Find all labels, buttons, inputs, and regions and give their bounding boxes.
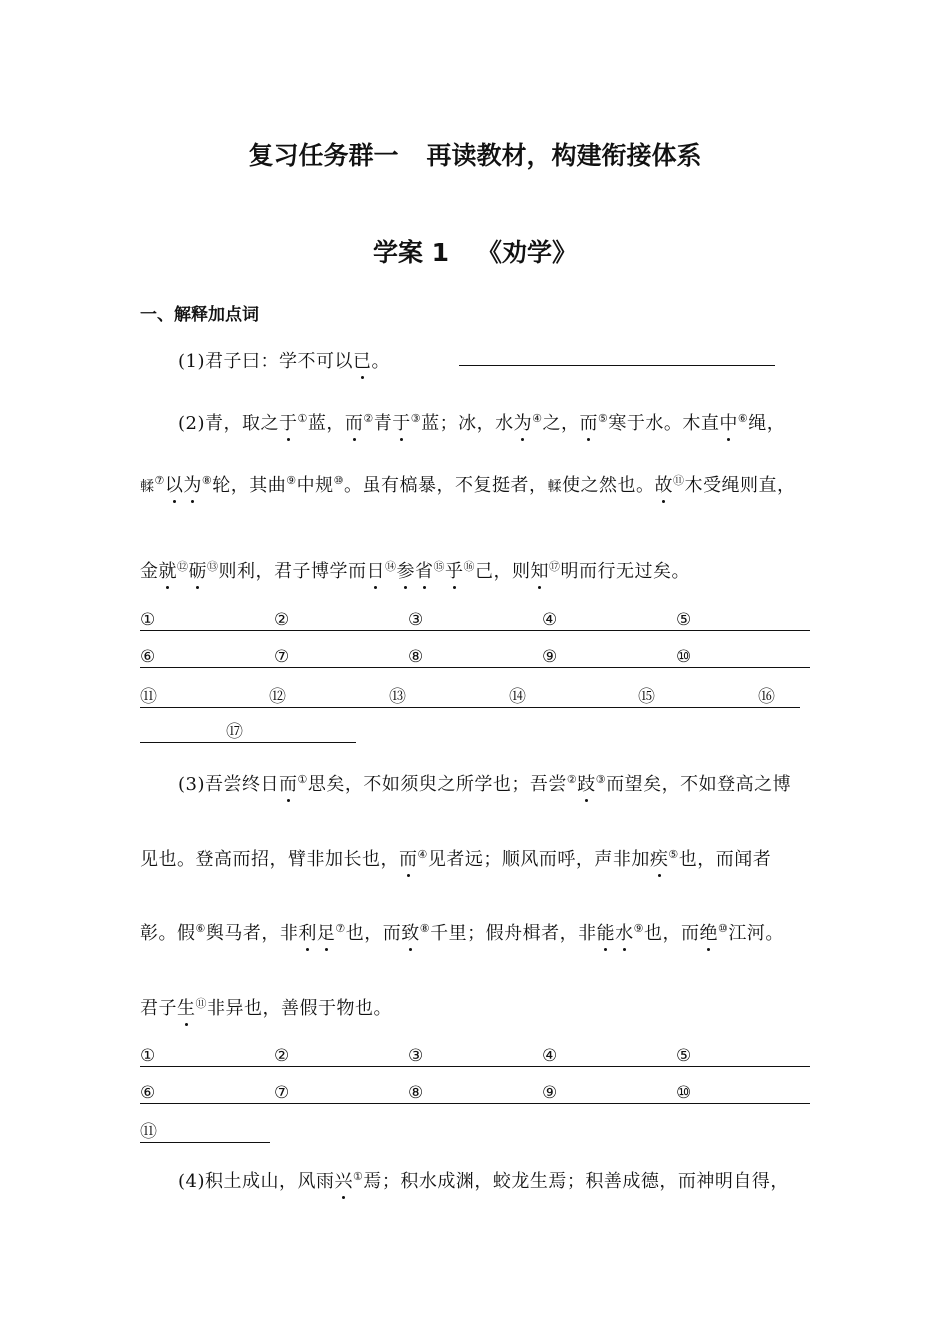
title-part2: 再读教材，构建衔接体系 [426, 141, 702, 170]
subtitle-part1: 学案 1 [372, 238, 450, 267]
q2-dotted-word: 乎 [445, 561, 464, 582]
q2-text: 蓝；冰，水 [421, 413, 514, 434]
q3-dotted-word: 足 [316, 923, 336, 944]
q3-marker: ⑤ [668, 848, 679, 861]
q2-text: 青 [373, 413, 393, 434]
q3-answer-row-2[interactable] [140, 1083, 810, 1104]
q3-text: 见者远；顺风而呼，声非加 [427, 849, 650, 870]
answer-label: ⑰ [226, 722, 243, 742]
q3-line-1 [178, 770, 791, 796]
q2-text: 使之然也。 [562, 475, 655, 496]
question-1 [178, 347, 390, 373]
q1-dotted-word: 已 [353, 351, 372, 372]
q3-dotted-word: 致 [401, 923, 420, 944]
q2-marker: ④ [532, 412, 543, 425]
q2-marker: ⑯ [463, 560, 475, 573]
q2-marker: ⑬ [207, 560, 219, 573]
answer-label: ⑩ [676, 1083, 692, 1103]
answer-label: ⑥ [140, 647, 156, 667]
q2-marker: ⑥ [737, 412, 749, 425]
q2-dotted-word: 为 [183, 475, 202, 496]
q2-line-1 [178, 409, 785, 435]
q3-text: 千里；假舟楫者，非 [430, 923, 597, 944]
q3-dotted-word: 跂 [577, 774, 596, 795]
q3-dotted-word: 水 [615, 923, 634, 944]
q3-text: (3)吾尝终日 [178, 774, 279, 795]
answer-label: ④ [542, 1046, 558, 1066]
q3-marker: ① [297, 773, 308, 786]
q2-dotted-word: 而 [579, 413, 598, 434]
q2-dotted-word: 省 [415, 561, 434, 582]
q2-dotted-word: 故 [654, 475, 673, 496]
q2-marker: ⑩ [333, 474, 344, 487]
answer-label: ⑨ [542, 647, 558, 667]
q3-dotted-word: 而 [399, 849, 418, 870]
answer-label: ⑥ [140, 1083, 156, 1103]
subtitle-part2: 《劝学》 [477, 238, 578, 267]
answer-label: ⑬ [389, 687, 406, 707]
answer-label: ⑨ [542, 1083, 558, 1103]
q2-line-2 [140, 471, 796, 497]
q3-dotted-word: 能 [596, 923, 616, 944]
q2-marker: ⑧ [201, 474, 213, 487]
q3-marker: ⑦ [335, 922, 346, 935]
q2-text: 绳， [748, 413, 786, 434]
q2-text: 木受绳则直， [684, 475, 796, 496]
q2-dotted-word: 于 [279, 413, 298, 434]
answer-label: ⑤ [676, 1046, 692, 1066]
answer-label: ⑧ [408, 647, 424, 667]
q3-marker: ③ [595, 773, 607, 786]
answer-label: ④ [542, 610, 558, 630]
answer-label: ⑪ [140, 687, 157, 707]
q2-dotted-word: 就 [158, 561, 177, 582]
q3-dotted-word: 利 [298, 923, 317, 944]
q2-text: 则利，君子博学而 [218, 561, 367, 582]
q2-marker: ⑦ [154, 474, 165, 487]
q2-dotted-word: 为 [513, 413, 533, 434]
answer-label: ⑪ [140, 1122, 157, 1142]
q2-text: (2)青，取之 [178, 413, 279, 434]
q2-text: 己，则 [475, 561, 531, 582]
q2-dotted-word: 砺 [188, 561, 207, 582]
q2-text: 中规 [296, 475, 334, 496]
q3-marker: ⑥ [195, 922, 206, 935]
q2-text: 蓝， [307, 413, 345, 434]
q1-text-end: 。 [371, 351, 390, 372]
q3-text: 也，而 [345, 923, 402, 944]
q4-text: (4)积土成山，风雨 [178, 1171, 335, 1192]
q2-marker: ⑫ [177, 560, 189, 573]
q3-marker: ⑪ [195, 997, 207, 1010]
q2-answer-row-3[interactable] [140, 687, 800, 708]
answer-label: ⑦ [274, 1083, 290, 1103]
q3-marker: ② [566, 773, 578, 786]
q2-dotted-word: 知 [530, 561, 549, 582]
answer-label: ③ [408, 1046, 424, 1066]
q3-answer-row-3[interactable] [140, 1122, 270, 1143]
q3-text: 见也。登高而招，臂非加长也， [140, 849, 399, 870]
q3-text: 舆马者，非 [205, 923, 299, 944]
q1-answer-blank[interactable] [459, 364, 775, 366]
answer-label: ⑩ [676, 647, 692, 667]
answer-label: ⑫ [269, 687, 286, 707]
q2-answer-row-1[interactable] [140, 610, 810, 631]
q2-dotted-word: 于 [392, 413, 411, 434]
q2-text: 輮 [547, 479, 562, 495]
q2-dotted-word: 以 [164, 475, 184, 496]
answer-label: ⑦ [274, 647, 290, 667]
q3-line-2 [140, 845, 771, 871]
q3-line-3 [140, 919, 784, 945]
q3-text: 君子 [140, 998, 177, 1019]
q2-text: 之， [542, 413, 580, 434]
q2-marker: ⑪ [673, 474, 685, 487]
answer-label: ⑮ [638, 687, 655, 707]
q3-text: 江河。 [728, 923, 784, 944]
q2-dotted-word: 参 [396, 561, 415, 582]
q4-line-1 [178, 1167, 789, 1193]
answer-label: ⑯ [758, 687, 775, 707]
q3-dotted-word: 而 [279, 774, 298, 795]
answer-label: ② [274, 610, 290, 630]
answer-label: ⑧ [408, 1083, 424, 1103]
q4-marker: ① [353, 1170, 364, 1183]
q3-marker: ⑩ [718, 922, 729, 935]
answer-label: ① [140, 610, 156, 630]
q3-line-4 [140, 994, 392, 1020]
page-subtitle [0, 233, 950, 269]
q2-line-3 [140, 557, 690, 583]
answer-label: ② [274, 1046, 290, 1066]
q3-text: 非异也，善假于物也。 [207, 998, 392, 1019]
answer-label: ① [140, 1046, 156, 1066]
answer-label: ⑭ [509, 687, 526, 707]
page-title [0, 136, 950, 172]
q2-dotted-word: 中 [719, 413, 738, 434]
q2-marker: ⑰ [549, 560, 561, 573]
q4-text: 焉；积水成渊，蛟龙生焉；积善成德，而神明自得， [363, 1171, 789, 1192]
q2-marker: ⑮ [433, 560, 445, 573]
q3-text: 也，而闻者 [678, 849, 772, 870]
q2-marker: ② [363, 412, 374, 425]
q2-text: 。虽有槁暴，不复挺者， [344, 475, 548, 496]
answer-label: ⑤ [676, 610, 692, 630]
q2-marker: ⑤ [598, 412, 609, 425]
q2-text: 金 [140, 561, 159, 582]
q2-text: 轮，其曲 [212, 475, 287, 496]
title-part1: 复习任务群一 [248, 141, 399, 170]
q3-answer-row-1[interactable] [140, 1046, 810, 1067]
q2-text: 輮 [140, 479, 155, 495]
q2-text: 明而行无过矣。 [560, 561, 690, 582]
q3-marker: ④ [417, 848, 428, 861]
answer-label: ③ [408, 610, 424, 630]
q2-marker: ⑨ [286, 474, 297, 487]
q3-text: 而望矣，不如登高之博 [606, 774, 792, 795]
q3-dotted-word: 生 [177, 998, 196, 1019]
q2-marker: ① [297, 412, 308, 425]
q2-marker: ③ [410, 412, 422, 425]
q2-text: 寒于水。木直 [608, 413, 720, 434]
section-heading: 一、解释加点词 [140, 305, 259, 325]
q4-dotted-word: 兴 [334, 1171, 353, 1192]
q3-text: 彰。假 [140, 923, 196, 944]
q3-dotted-word: 绝 [699, 923, 718, 944]
q3-text: 思矣，不如须臾之所学也；吾尝 [307, 774, 567, 795]
q3-dotted-word: 疾 [649, 849, 669, 870]
q2-marker: ⑭ [385, 560, 397, 573]
q2-dotted-word: 而 [344, 413, 364, 434]
q2-dotted-word: 日 [366, 561, 385, 582]
q1-text: (1)君子曰：学不可以 [178, 351, 353, 372]
q2-answer-row-4[interactable] [140, 722, 356, 743]
q2-answer-row-2[interactable] [140, 647, 810, 668]
q3-text: 也，而 [644, 923, 700, 944]
q3-marker: ⑧ [419, 922, 431, 935]
q3-marker: ⑨ [633, 922, 644, 935]
